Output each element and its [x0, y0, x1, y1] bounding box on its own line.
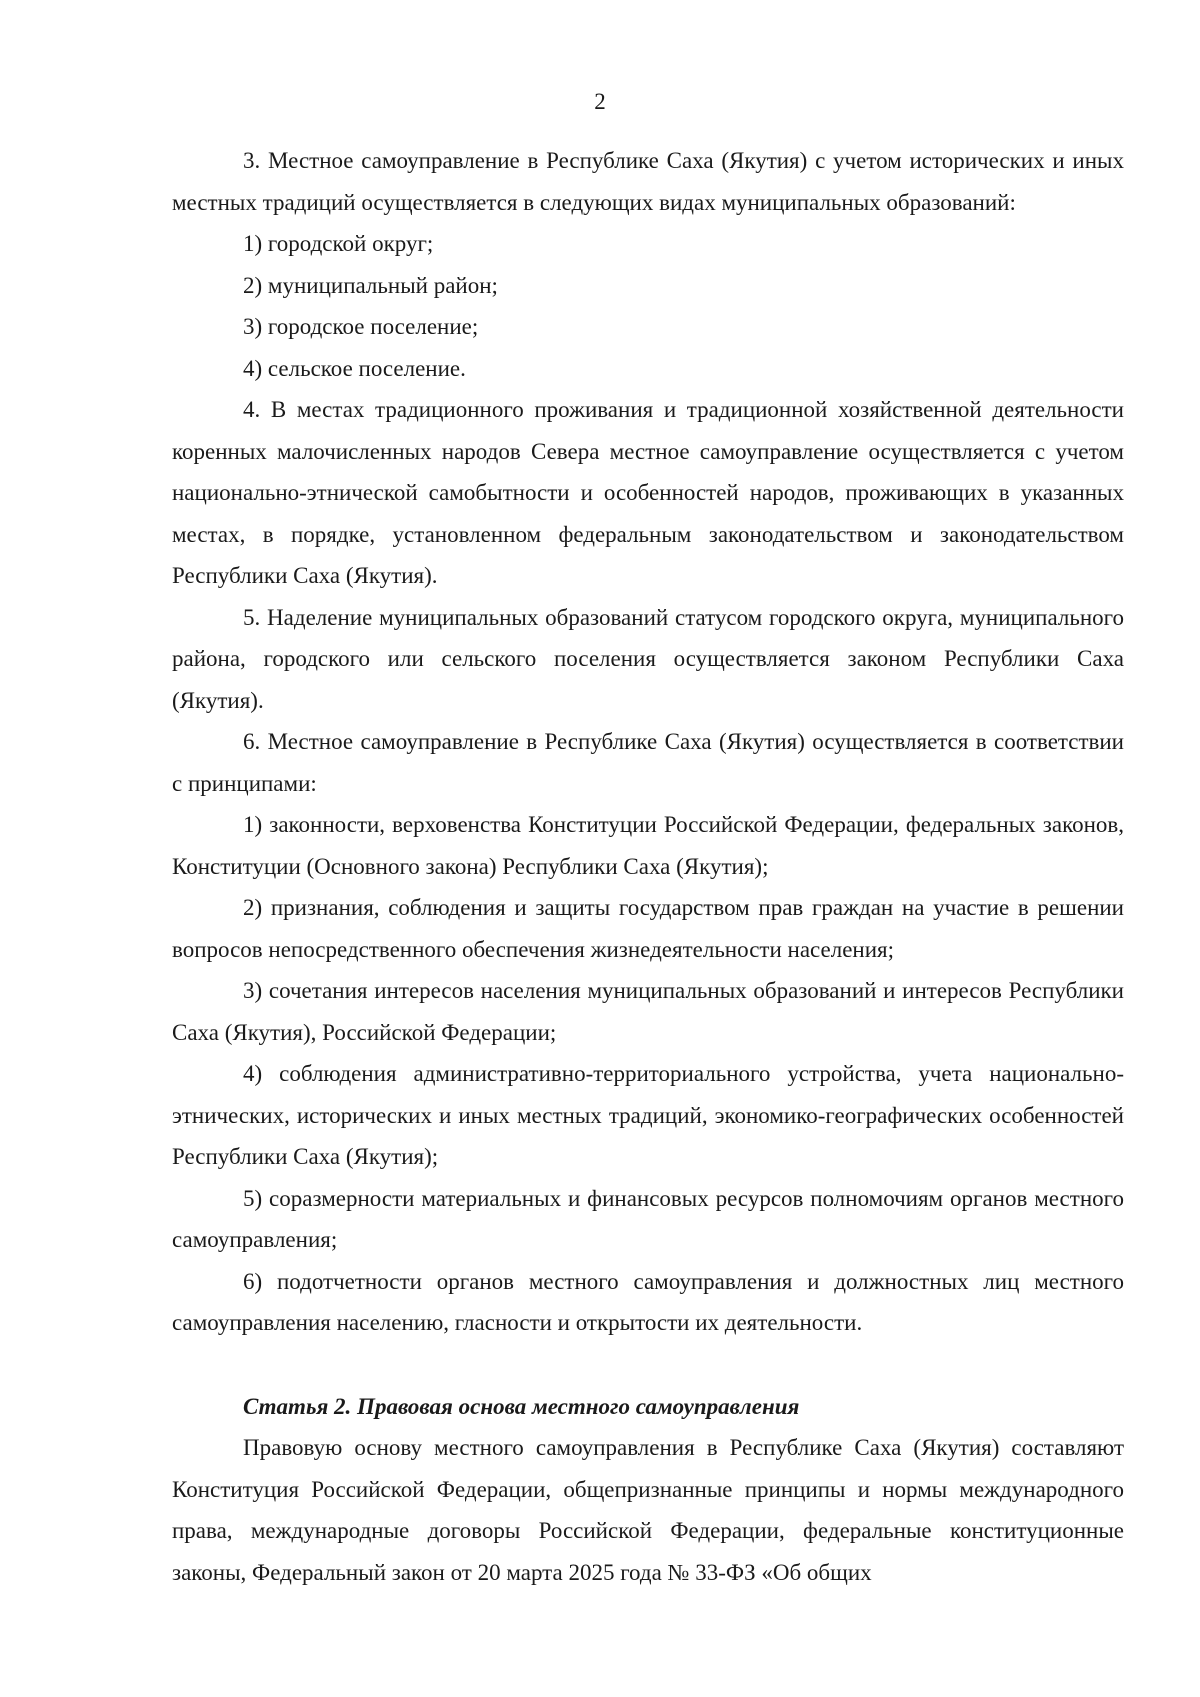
document-body — [172, 140, 1124, 1593]
list-item: 5) соразмерности материальных и финансовых ресурсов полномочиям органов местного самоуправления; — [172, 1185, 1124, 1252]
page-number: 2 — [594, 89, 606, 114]
article-text: Правовую основу местного самоуправления в Республике Саха (Якутия) составляют Конституция Российской Федерации, общепризнанные принципы и нормы международного права, международные договоры Российской Федерации, федеральные конституционные законы, Федеральный закон от 20 марта 2025 года № 33-ФЗ «Об общих — [172, 1435, 1124, 1585]
list-item: 3) городское поселение; — [243, 314, 479, 339]
list-item: 6) подотчетности органов местного самоуправления и должностных лиц местного самоуправления населению, гласности и открытости их деятельности. — [172, 1268, 1124, 1335]
list-item: 1) законности, верховенства Конституции Российской Федерации, федеральных законов, Конституции (Основного закона) Республики Саха (Якутия); — [172, 812, 1124, 879]
list-item: 1) городской округ; — [243, 231, 434, 256]
list-item: 2) признания, соблюдения и защиты государством прав граждан на участие в решении вопросов непосредственного обеспечения жизнедеятельности населения; — [172, 895, 1124, 962]
paragraph-4: 4. В местах традиционного проживания и традиционной хозяйственной деятельности коренных малочисленных народов Севера местное самоуправление осуществляется с учетом национально-этнической самобытности и особенностей народов, проживающих в указанных местах, в порядке, установленном федеральным законодательством и законодательством Республики Саха (Якутия). — [172, 397, 1124, 588]
paragraph-3: 3. Местное самоуправление в Республике Саха (Якутия) с учетом исторических и иных местных традиций осуществляется в следующих видах муниципальных образований: — [172, 148, 1124, 215]
list-item: 4) соблюдения административно-территориального устройства, учета национально-этнических, исторических и иных местных традиций, экономико-географических особенностей Республики Саха (Якутия); — [172, 1061, 1124, 1169]
list-item: 3) сочетания интересов населения муниципальных образований и интересов Республики Саха (Якутия), Российской Федерации; — [172, 978, 1124, 1045]
section-gap — [172, 1344, 1124, 1386]
list-item: 2) муниципальный район; — [243, 272, 498, 298]
paragraph-5: 5. Наделение муниципальных образований статусом городского округа, муниципального района, городского или сельского поселения осуществляется законом Республики Саха (Якутия). — [172, 604, 1124, 713]
article-heading: Статья 2. Правовая основа местного самоуправления — [243, 1393, 800, 1419]
paragraph-6: 6. Местное самоуправление в Республике Саха (Якутия) осуществляется в соответствии с принципами: — [172, 729, 1124, 796]
list-item: 4) сельское поселение. — [243, 355, 466, 381]
